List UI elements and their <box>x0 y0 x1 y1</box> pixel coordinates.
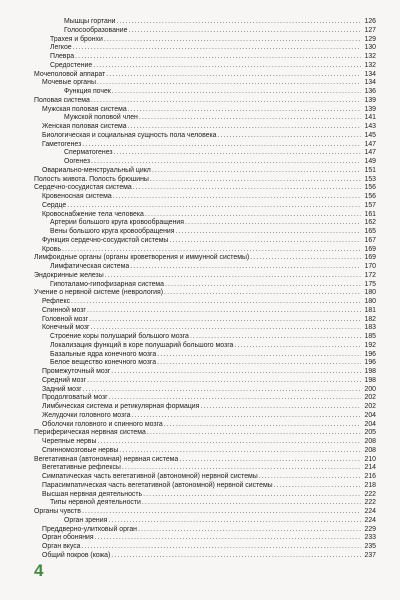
toc-entry-page: 172 <box>364 271 376 279</box>
toc-entry <box>34 499 376 508</box>
toc-entry-page: 145 <box>364 131 376 139</box>
toc-entry-title: Лимфатическая система <box>50 263 130 270</box>
toc-entry <box>34 246 376 255</box>
toc-entry <box>34 403 376 412</box>
toc-entry-title: Учение о нервной системе (неврология) <box>34 289 164 297</box>
toc-entry <box>34 526 376 535</box>
toc-dot-leader <box>130 263 361 272</box>
page-number: 4 <box>34 561 44 580</box>
toc-entry-page: 169 <box>364 254 376 262</box>
toc-dot-leader <box>185 219 361 228</box>
toc-dot-leader <box>165 281 361 290</box>
toc-dot-leader <box>114 149 361 158</box>
toc-entry-page: 134 <box>364 79 376 87</box>
toc-dot-leader <box>122 464 361 473</box>
toc-entry <box>34 543 376 552</box>
toc-entry <box>34 307 376 316</box>
toc-entry-page: 235 <box>364 543 376 550</box>
toc-entry <box>34 298 376 307</box>
toc-entry <box>34 202 376 211</box>
toc-entry-page: 167 <box>364 236 376 244</box>
toc-entry <box>34 473 376 482</box>
toc-entry-page: 233 <box>364 534 376 542</box>
toc-entry <box>34 263 376 272</box>
toc-entry-page: 214 <box>364 464 376 472</box>
toc-entry <box>34 394 376 403</box>
toc-dot-leader <box>62 246 361 255</box>
toc-entry-page: 126 <box>364 18 376 25</box>
toc-entry <box>34 359 376 368</box>
toc-entry <box>34 324 376 333</box>
toc-dot-leader <box>259 473 361 482</box>
toc-entry <box>34 517 376 526</box>
toc-entry-page: 180 <box>364 298 376 305</box>
toc-entry-page: 224 <box>364 516 376 524</box>
toc-dot-leader <box>145 211 361 220</box>
toc-dot-leader <box>147 429 361 438</box>
toc-entry <box>34 219 376 228</box>
toc-entry-title: Спинномозговые нервы <box>42 446 119 454</box>
toc-entry <box>34 184 376 193</box>
toc-entry-title: Типы нервной деятельности <box>50 499 141 507</box>
toc-entry-page: 202 <box>364 394 376 402</box>
toc-dot-leader <box>190 333 361 342</box>
toc-dot-leader <box>138 526 361 535</box>
toc-entry-title: Трахея и бронхи <box>50 35 103 43</box>
table-of-contents <box>34 18 376 561</box>
toc-dot-leader <box>82 543 361 552</box>
toc-entry-title: Средостение <box>50 61 93 69</box>
toc-entry <box>34 106 376 115</box>
toc-entry-title: Мочеполовой аппарат <box>34 70 106 78</box>
toc-entry-title: Овариально-менструальный цикл <box>42 166 151 174</box>
toc-entry-page: 130 <box>364 44 376 52</box>
toc-entry-title: Симпатическая часть вегетативной (автономной) нервной системы <box>42 473 258 480</box>
toc-dot-leader <box>128 27 361 36</box>
toc-entry-title: Головной мозг <box>42 315 89 323</box>
toc-entry <box>34 351 376 360</box>
toc-entry-page: 156 <box>364 184 376 192</box>
toc-entry-title: Голосообразование <box>64 26 128 34</box>
toc-entry-title: Мужской половой член <box>64 114 138 122</box>
toc-entry-page: 198 <box>364 376 376 384</box>
toc-entry-title: Легкое <box>50 44 72 52</box>
toc-entry-title: Мужская половая система <box>42 105 127 113</box>
toc-dot-leader <box>95 534 361 543</box>
toc-entry-page: 175 <box>364 280 376 288</box>
toc-entry-title: Плевра <box>50 53 75 60</box>
toc-entry-title: Вены большого круга кровообращения <box>50 228 175 235</box>
toc-entry <box>34 333 376 342</box>
toc-entry <box>34 237 376 246</box>
toc-entry <box>34 254 376 263</box>
toc-entry <box>34 438 376 447</box>
toc-entry-page: 224 <box>364 508 376 515</box>
toc-entry-page: 161 <box>364 210 376 218</box>
toc-dot-leader <box>119 447 361 456</box>
toc-dot-leader <box>274 482 361 491</box>
toc-entry-page: 237 <box>364 551 376 559</box>
toc-entry <box>34 228 376 237</box>
toc-entry <box>34 211 376 220</box>
toc-dot-leader <box>106 71 361 80</box>
toc-entry-page: 216 <box>364 473 376 480</box>
toc-entry-title: Конечный мозг <box>42 324 90 332</box>
toc-entry-title: Белое вещество конечного мозга <box>50 359 157 367</box>
toc-entry-title: Лимфоидные органы (органы кроветворения и иммунной системы) <box>34 254 250 262</box>
toc-entry <box>34 141 376 150</box>
toc-dot-leader <box>71 298 361 307</box>
toc-entry <box>34 114 376 123</box>
toc-entry-page: 205 <box>364 429 376 437</box>
toc-entry <box>34 534 376 543</box>
toc-entry-title: Парасимпатическая часть вегетативной (автономной) нервной системы <box>42 481 273 489</box>
toc-entry-page: 185 <box>364 333 376 340</box>
toc-entry <box>34 123 376 132</box>
toc-entry <box>34 386 376 395</box>
toc-dot-leader <box>112 88 361 97</box>
toc-dot-leader <box>87 377 361 386</box>
toc-entry-page: 147 <box>364 149 376 157</box>
toc-entry-title: Высшая нервная деятельность <box>42 490 143 498</box>
toc-dot-leader <box>109 394 361 403</box>
toc-entry-page: 229 <box>364 525 376 533</box>
toc-entry-title: Полость живота. Полость брюшины <box>34 175 149 183</box>
toc-entry-page: 181 <box>364 306 376 314</box>
toc-dot-leader <box>97 438 361 447</box>
toc-entry-title: Желудочки головного мозга <box>42 411 131 419</box>
toc-entry-title: Функция почек <box>64 88 111 95</box>
toc-entry <box>34 552 376 561</box>
toc-dot-leader <box>75 53 361 62</box>
toc-entry-page: 149 <box>364 158 376 165</box>
toc-entry-title: Орган вкуса <box>42 543 81 550</box>
toc-entry-page: 129 <box>364 35 376 43</box>
toc-dot-leader <box>139 114 361 123</box>
toc-dot-leader <box>250 254 361 263</box>
toc-dot-leader <box>131 412 361 421</box>
toc-entry-page: 169 <box>364 245 376 253</box>
toc-entry-title: Органы чувств <box>34 508 81 515</box>
toc-dot-leader <box>179 456 361 465</box>
toc-dot-leader <box>87 307 361 316</box>
toc-entry <box>34 158 376 167</box>
toc-entry <box>34 272 376 281</box>
toc-dot-leader <box>97 79 361 88</box>
toc-entry-page: 208 <box>364 446 376 454</box>
toc-entry-page: 162 <box>364 219 376 227</box>
toc-entry <box>34 342 376 351</box>
toc-entry-title: Сердечно-сосудистая система <box>34 184 132 192</box>
toc-entry-title: Функция сердечно-сосудистой системы <box>42 236 169 244</box>
toc-entry-page: 139 <box>364 96 376 104</box>
toc-dot-leader <box>73 44 361 53</box>
toc-entry-title: Преддверно-улитковый орган <box>42 525 137 533</box>
toc-entry-title: Средний мозг <box>42 376 87 384</box>
toc-entry-title: Вегетативные рефлексы <box>42 464 121 472</box>
toc-entry-page: 147 <box>364 140 376 148</box>
toc-dot-leader <box>83 386 361 395</box>
toc-dot-leader <box>128 106 361 115</box>
toc-entry-page: 143 <box>364 123 376 130</box>
toc-entry <box>34 412 376 421</box>
toc-dot-leader <box>152 167 361 176</box>
toc-entry-page: 222 <box>364 499 376 507</box>
toc-dot-leader <box>93 62 361 71</box>
toc-entry-title: Оболочки головного и спинного мозга <box>42 420 163 428</box>
toc-entry-page: 208 <box>364 438 376 445</box>
toc-entry-title: Кровеносная система <box>42 193 112 200</box>
toc-dot-leader <box>89 316 361 325</box>
toc-entry-title: Артерии большого круга кровообращения <box>50 219 185 227</box>
toc-entry <box>34 508 376 517</box>
toc-entry-title: Продолговатый мозг <box>42 394 108 402</box>
toc-dot-leader <box>116 18 361 27</box>
toc-dot-leader <box>82 508 361 517</box>
toc-entry-title: Эндокринные железы <box>34 271 104 279</box>
toc-dot-leader <box>157 351 361 360</box>
toc-entry-page: 200 <box>364 385 376 393</box>
toc-entry-title: Локализация функций в коре полушарий большого мозга <box>50 341 234 349</box>
toc-entry <box>34 482 376 491</box>
toc-entry-page: 165 <box>364 228 376 235</box>
toc-entry-title: Общий покров (кожа) <box>42 551 111 559</box>
toc-entry-page: 141 <box>364 114 376 122</box>
toc-entry-title: Сердце <box>42 201 67 209</box>
toc-entry-page: 196 <box>364 359 376 367</box>
toc-dot-leader <box>82 141 361 150</box>
toc-entry-title: Черепные нервы <box>42 438 97 445</box>
toc-entry-title: Оогенез <box>64 158 91 165</box>
toc-entry-page: 156 <box>364 193 376 200</box>
toc-entry-page: 170 <box>364 263 376 270</box>
toc-dot-leader <box>142 499 361 508</box>
toc-dot-leader <box>143 491 361 500</box>
toc-entry <box>34 281 376 290</box>
toc-entry <box>34 53 376 62</box>
toc-entry-title: Строение коры полушарий большого мозга <box>50 333 189 340</box>
toc-dot-leader <box>164 289 361 298</box>
toc-entry-title: Половая система <box>34 96 90 104</box>
toc-dot-leader <box>113 193 361 202</box>
toc-entry-title: Кровь <box>42 245 61 253</box>
toc-entry <box>34 88 376 97</box>
toc-entry-page: 222 <box>364 490 376 498</box>
toc-entry <box>34 491 376 500</box>
toc-entry-page: 210 <box>364 455 376 463</box>
toc-entry-page: 202 <box>364 403 376 410</box>
toc-entry-page: 132 <box>364 53 376 60</box>
toc-entry-page: 196 <box>364 350 376 358</box>
toc-entry <box>34 71 376 80</box>
toc-entry <box>34 36 376 45</box>
toc-dot-leader <box>91 158 361 167</box>
toc-entry <box>34 289 376 298</box>
toc-entry-title: Биологическая и социальная сущность пола человека <box>42 131 217 139</box>
toc-entry-page: 153 <box>364 175 376 183</box>
toc-entry-page: 218 <box>364 481 376 489</box>
toc-dot-leader <box>169 237 361 246</box>
toc-entry-title: Орган обоняния <box>42 534 94 542</box>
toc-entry-title: Сперматогенез <box>64 149 113 157</box>
toc-entry <box>34 421 376 430</box>
toc-entry <box>34 62 376 71</box>
toc-entry-page: 136 <box>364 88 376 95</box>
toc-dot-leader <box>218 132 361 141</box>
toc-entry <box>34 79 376 88</box>
toc-entry <box>34 193 376 202</box>
toc-entry-title: Орган зрения <box>64 516 108 524</box>
toc-entry-title: Вегетативная (автономная) нервная система <box>34 455 179 463</box>
toc-entry-title: Женская половая система <box>42 123 127 130</box>
toc-entry <box>34 132 376 141</box>
toc-entry-page: 204 <box>364 411 376 419</box>
toc-entry-title: Мочевые органы <box>42 79 96 87</box>
toc-dot-leader <box>234 342 361 351</box>
toc-dot-leader <box>133 184 361 193</box>
toc-entry-page: 157 <box>364 201 376 209</box>
toc-entry-title: Кровоснабжение тела человека <box>42 210 144 218</box>
toc-entry <box>34 368 376 377</box>
toc-entry <box>34 429 376 438</box>
toc-entry-title: Мышцы гортани <box>64 18 116 25</box>
toc-entry <box>34 464 376 473</box>
toc-entry <box>34 149 376 158</box>
toc-entry-title: Лимбическая система и ретикулярная формация <box>42 403 200 410</box>
toc-entry-title: Базальные ядра конечного мозга <box>50 350 157 358</box>
toc-dot-leader <box>67 202 361 211</box>
toc-entry <box>34 316 376 325</box>
toc-entry-page: 192 <box>364 341 376 349</box>
toc-entry-title: Гипоталамо-гипофизарная система <box>50 280 165 288</box>
toc-dot-leader <box>91 97 361 106</box>
toc-dot-leader <box>157 359 361 368</box>
toc-entry-page: 134 <box>364 70 376 78</box>
toc-dot-leader <box>104 36 361 45</box>
toc-dot-leader <box>150 176 361 185</box>
toc-entry-title: Рефлекс <box>42 298 71 305</box>
toc-entry <box>34 447 376 456</box>
toc-entry <box>34 456 376 465</box>
toc-entry-page: 204 <box>364 420 376 428</box>
toc-dot-leader <box>108 517 361 526</box>
toc-entry-page: 127 <box>364 26 376 34</box>
toc-entry-page: 183 <box>364 324 376 332</box>
toc-entry-page: 151 <box>364 166 376 174</box>
toc-entry <box>34 377 376 386</box>
toc-entry-title: Гаметогенез <box>42 140 82 148</box>
toc-entry-page: 180 <box>364 289 376 297</box>
toc-entry-page: 139 <box>364 105 376 113</box>
toc-dot-leader <box>200 403 361 412</box>
toc-entry <box>34 18 376 27</box>
toc-entry <box>34 44 376 53</box>
toc-entry-page: 132 <box>364 61 376 69</box>
toc-entry-title: Задний мозг <box>42 385 82 393</box>
toc-dot-leader <box>111 368 361 377</box>
toc-entry <box>34 97 376 106</box>
toc-entry-title: Периферическая нервная система <box>34 429 146 437</box>
toc-dot-leader <box>128 123 361 132</box>
toc-entry-page: 198 <box>364 368 376 375</box>
toc-dot-leader <box>111 552 361 561</box>
toc-dot-leader <box>91 324 361 333</box>
toc-entry <box>34 167 376 176</box>
toc-entry <box>34 176 376 185</box>
toc-entry-title: Промежуточный мозг <box>42 368 111 375</box>
toc-entry <box>34 27 376 36</box>
toc-entry-title: Спинной мозг <box>42 306 86 314</box>
toc-dot-leader <box>175 228 361 237</box>
toc-dot-leader <box>164 421 361 430</box>
toc-entry-page: 182 <box>364 315 376 323</box>
toc-dot-leader <box>105 272 361 281</box>
